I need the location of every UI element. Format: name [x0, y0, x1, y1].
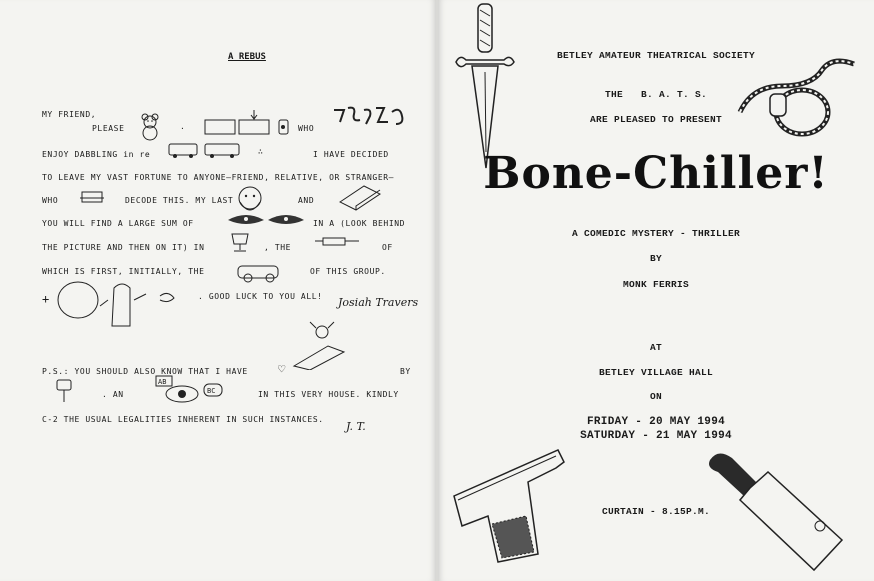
date-saturday: SATURDAY - 21 MAY 1994: [580, 430, 732, 442]
rebus-line-group: OF THIS GROUP.: [310, 267, 386, 276]
rebus-line-who: WHO: [298, 124, 315, 133]
dagger-icon: [454, 2, 516, 172]
key-icon: [54, 378, 76, 404]
rebus-line-and: AND: [298, 196, 315, 205]
by-line: BY: [649, 253, 662, 264]
rebus-line-who2: WHO: [42, 196, 59, 205]
rebus-line-decode: DECODE THIS. MY LAST: [125, 196, 234, 205]
rebus-line-look: IN A (LOOK BEHIND: [313, 219, 406, 228]
author: MONK FERRIS: [622, 279, 689, 290]
money-icon: [226, 212, 306, 228]
book-icon: [336, 182, 386, 212]
svg-text:BC: BC: [207, 387, 216, 395]
teddy-bear-icon: [137, 112, 163, 142]
boxes-rebus-icon: [203, 110, 293, 136]
therefore-dots: ∴: [258, 147, 264, 156]
curtain-time: CURTAIN - 8.15P.M.: [601, 506, 711, 517]
rebus-line-which: WHICH IS FIRST, INITIALLY, THE: [42, 267, 205, 276]
rebus-line-please: PLEASE: [92, 124, 125, 133]
heart-icon: ♡: [278, 362, 286, 376]
rebus-line-enjoy: ENJOY DABBLING in re: [42, 150, 151, 159]
right-page: [438, 0, 874, 581]
bats-line: THE B. A. T. S.: [604, 89, 707, 100]
rebus-heading: A REBUS: [228, 52, 266, 62]
candle-icon: [76, 186, 108, 206]
on-line: ON: [649, 391, 662, 402]
rebus-line-house: IN THIS VERY HOUSE. KINDLY: [258, 390, 399, 399]
society-name: BETLEY AMATEUR THEATRICAL SOCIETY: [556, 50, 756, 61]
rebus-line-luck: . GOOD LUCK TO YOU ALL!: [198, 292, 323, 301]
rebus-line-an: . AN: [102, 390, 124, 399]
rebus-line-of: OF: [382, 243, 393, 252]
play-title: Bone-Chiller!: [483, 148, 829, 199]
rebus-line-1: MY FRIEND,: [42, 110, 97, 119]
squiggle-letters-icon: [332, 104, 410, 130]
rebus-line-the: , THE: [264, 243, 292, 252]
eye-ab-bc-icon: [142, 374, 242, 406]
svg-text:AB: AB: [158, 378, 167, 386]
rebus-line-sum: YOU WILL FIND A LARGE SUM OF: [42, 219, 194, 228]
rebus-line-picture: THE PICTURE AND THEN ON IT) IN: [42, 243, 205, 252]
venue: BETLEY VILLAGE HALL: [598, 367, 714, 378]
subtitle: A COMEDIC MYSTERY - THRILLER: [571, 228, 741, 239]
rebus-line-fortune: TO LEAVE MY VAST FORTUNE TO ANYONE—FRIEND, RELATIVE, OR STRANGER—: [42, 173, 395, 182]
date-friday: FRIDAY - 20 MAY 1994: [586, 416, 726, 428]
buses-icon: [167, 142, 247, 160]
syringe-icon: [313, 234, 363, 250]
car-icon: [234, 254, 294, 284]
dot-1: ·: [180, 124, 186, 133]
trophy-icon: [222, 230, 258, 256]
skull-icon: [288, 320, 368, 370]
rebus-line-decided: I HAVE DECIDED: [313, 150, 389, 159]
signature: Josiah Travers: [338, 296, 419, 309]
present-line: ARE PLEASED TO PRESENT: [589, 114, 723, 125]
noose-icon: [732, 46, 862, 142]
left-page: [0, 0, 436, 581]
rebus-line-c2: C-2 THE USUAL LEGALITIES INHERENT IN SUCH INSTANCES.: [42, 415, 324, 424]
initials: J. T.: [346, 420, 366, 433]
rebus-line-ps: P.S.: YOU SHOULD ALSO KNOW THAT I HAVE: [42, 367, 248, 376]
cleaver-icon: [704, 448, 854, 578]
pistol-icon: [452, 444, 570, 566]
plus-sign: +: [42, 292, 50, 306]
ghost-doodle-icon: [56, 276, 196, 342]
at-line: AT: [649, 342, 662, 353]
rebus-line-by: BY: [400, 367, 411, 376]
